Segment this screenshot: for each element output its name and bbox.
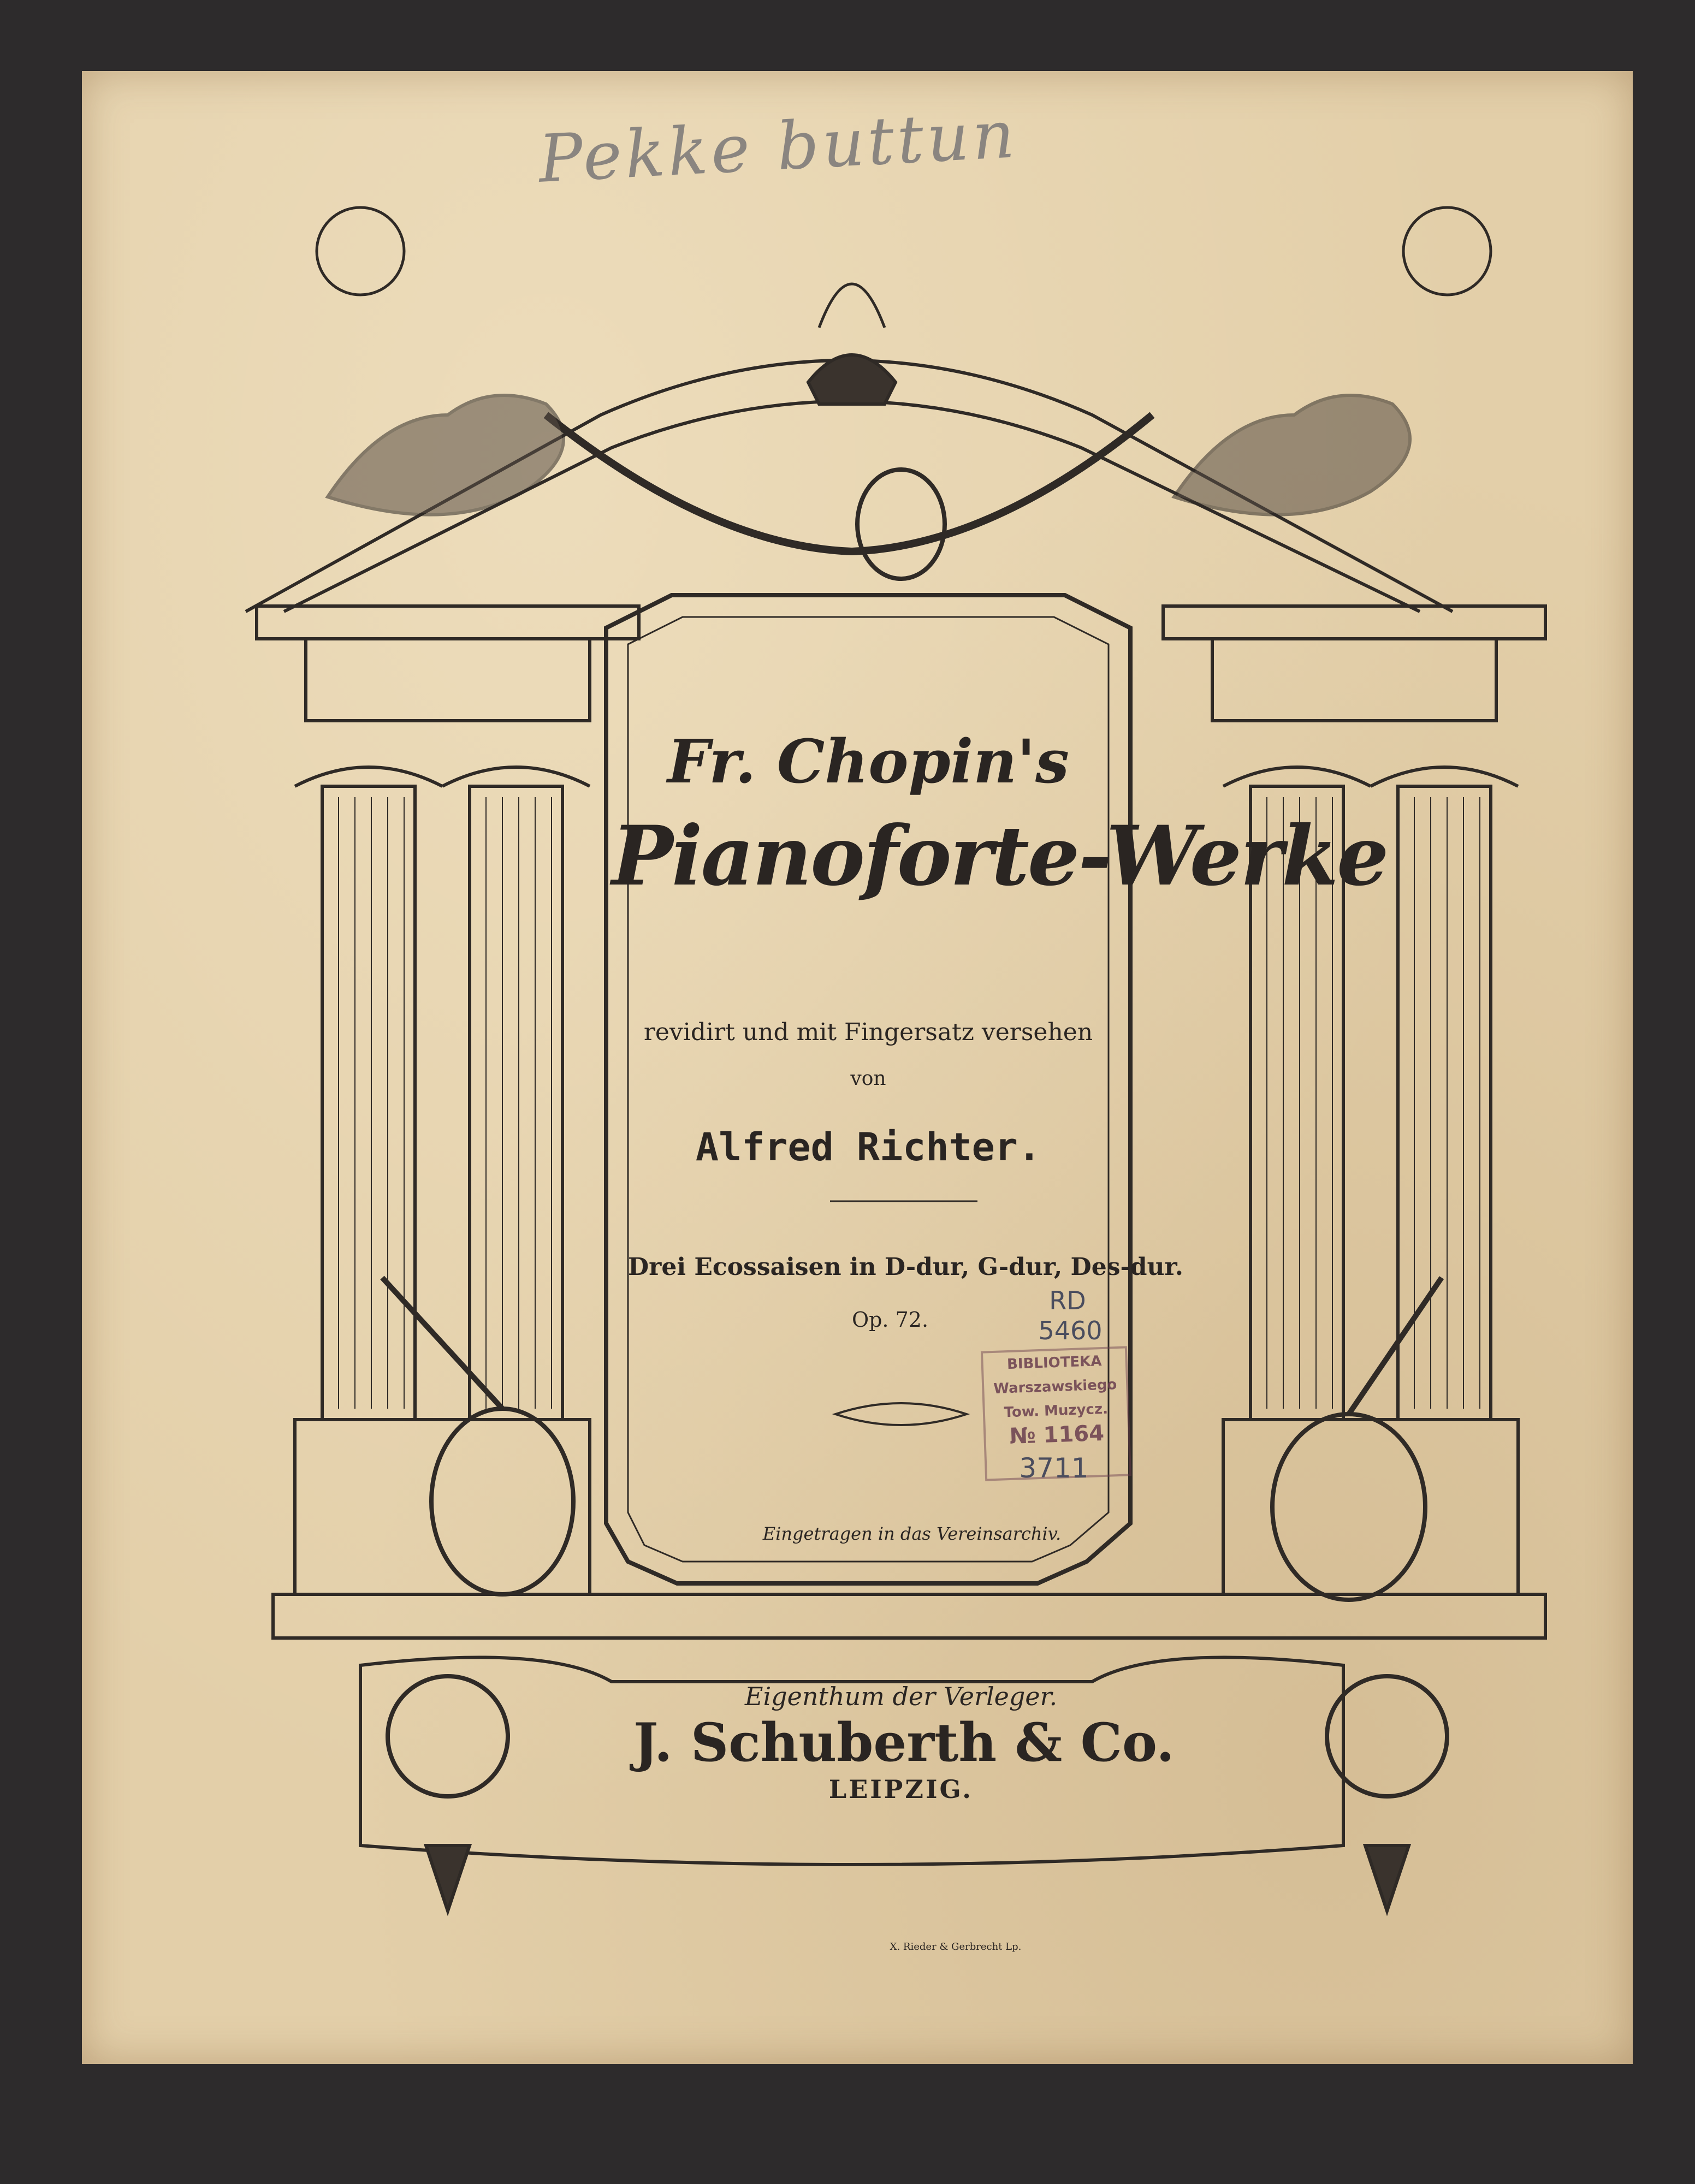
stamp-line-4: № 1164 xyxy=(1009,1420,1105,1449)
left-column-1 xyxy=(322,786,415,1420)
publisher-city: LEIPZIG. xyxy=(828,1775,974,1804)
right-capitals xyxy=(1223,767,1518,786)
main-title: Pianoforte-Werke xyxy=(612,808,1388,904)
shelfmark-top: RD xyxy=(1049,1286,1086,1315)
ownership-line: Eigenthum der Verleger. xyxy=(744,1682,1058,1711)
left-frieze xyxy=(306,639,590,721)
shelfmark-number: 5460 xyxy=(1038,1316,1103,1345)
right-bouquet xyxy=(1403,207,1491,295)
von-line: von xyxy=(850,1067,886,1090)
monogram-medallion xyxy=(857,470,945,579)
right-figure xyxy=(1174,395,1410,515)
stamp-line-2: Warszawskiego xyxy=(993,1376,1117,1397)
right-lute-neck xyxy=(1349,1278,1442,1414)
left-pendant xyxy=(426,1845,470,1911)
left-capitals xyxy=(295,767,590,786)
left-lute xyxy=(431,1409,573,1594)
left-figure xyxy=(328,395,564,515)
archive-note: Eingetragen in das Vereinsarchiv. xyxy=(762,1523,1062,1544)
left-column-2 xyxy=(470,786,562,1420)
left-rosette xyxy=(388,1676,508,1796)
editor-name: Alfred Richter. xyxy=(695,1125,1041,1170)
stamp-line-1: BIBLIOTEKA xyxy=(1006,1353,1102,1373)
garland-swag xyxy=(546,415,1152,551)
right-lute xyxy=(1272,1414,1425,1600)
urn-flames xyxy=(819,284,885,328)
composer-title: Fr. Chopin's xyxy=(667,726,1069,797)
opus-number: Op. 72. xyxy=(851,1308,929,1332)
small-vignette xyxy=(835,1403,967,1425)
right-pedestal xyxy=(1223,1420,1518,1594)
right-frieze xyxy=(1212,639,1496,721)
left-lute-neck xyxy=(382,1278,502,1409)
right-cornice xyxy=(1163,606,1545,639)
left-bouquet xyxy=(317,207,404,295)
revision-line: revidirt und mit Fingersatz versehen xyxy=(643,1018,1093,1046)
engraver-credit: X. Rieder & Gerbrecht Lp. xyxy=(890,1941,1022,1952)
publisher-name: J. Schuberth & Co. xyxy=(633,1712,1175,1773)
work-title: Drei Ecossaisen in D-dur, G-dur, Des-dur. xyxy=(628,1253,1183,1281)
left-cornice xyxy=(257,606,639,639)
stamp-line-3: Tow. Muzycz. xyxy=(1004,1400,1109,1421)
extra-number: 3711 xyxy=(1019,1452,1089,1484)
right-pendant xyxy=(1365,1845,1409,1911)
pencil-note: Pekke buttun xyxy=(536,97,1020,198)
left-pedestal xyxy=(295,1420,590,1594)
